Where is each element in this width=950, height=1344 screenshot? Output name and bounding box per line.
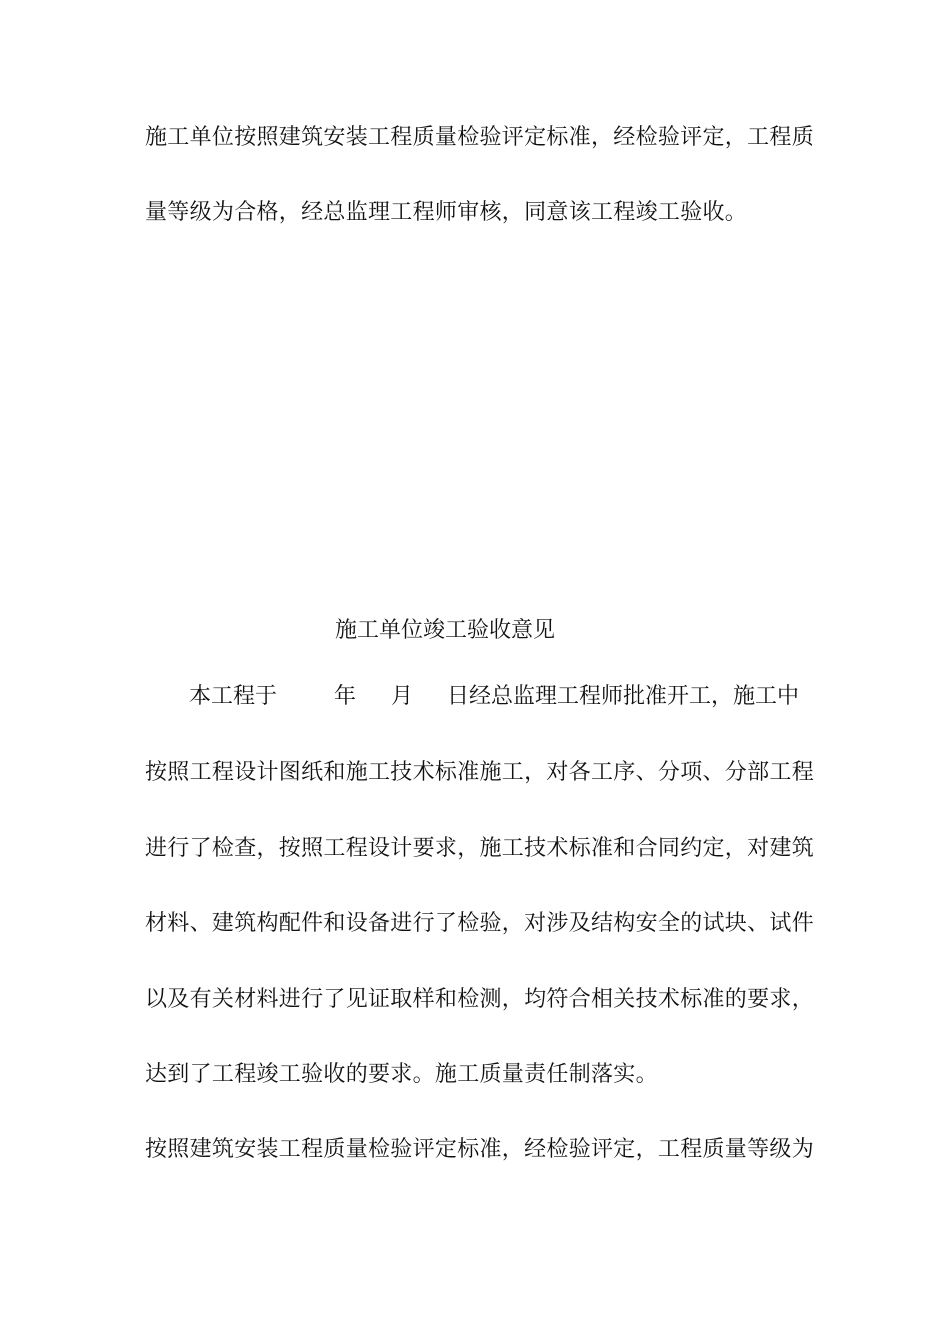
intro-month-label: 月 (391, 684, 414, 709)
section-line-1: 按照工程设计图纸和施工技术标准施工，对各工序、分项、分部工程 (145, 760, 815, 785)
section-line-5: 达到了工程竣工验收的要求。施工质量责任制落实。 (145, 1062, 658, 1087)
intro-lead: 本工程于 (189, 684, 278, 709)
top-paragraph-line-2: 量等级为合格，经总监理工程师审核，同意该工程竣工验收。 (145, 200, 748, 225)
section-line-2: 进行了检查，按照工程设计要求，施工技术标准和合同约定，对建筑 (145, 836, 815, 861)
section-line-6: 按照建筑安装工程质量检验评定标准，经检验评定，工程质量等级为 (145, 1137, 815, 1162)
section-line-4: 以及有关材料进行了见证取样和检测，均符合相关技术标准的要求， (145, 987, 815, 1012)
top-paragraph-line-1: 施工单位按照建筑安装工程质量检验评定标准，经检验评定，工程质 (145, 125, 815, 150)
section-line-3: 材料、建筑构配件和设备进行了检验，对涉及结构安全的试块、试件 (145, 911, 815, 936)
intro-rest: 日经总监理工程师批准开工，施工中 (447, 684, 800, 709)
intro-year-label: 年 (334, 684, 357, 709)
section-title: 施工单位竣工验收意见 (335, 618, 556, 643)
